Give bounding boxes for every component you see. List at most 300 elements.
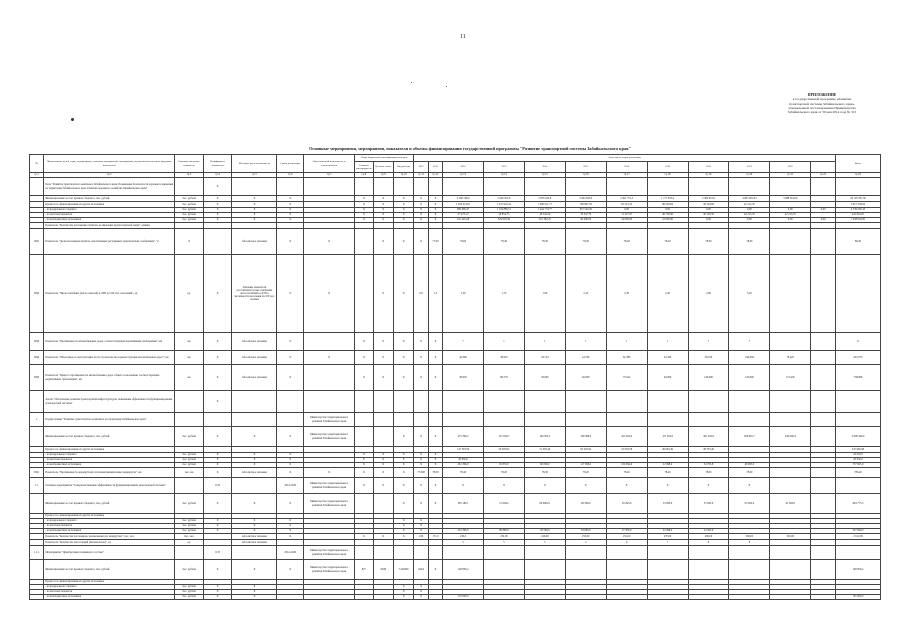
table-cell: 164 365,2 bbox=[524, 427, 565, 447]
table-cell: X bbox=[414, 524, 428, 529]
table-cell bbox=[835, 478, 880, 494]
table-cell: 757 695,9 bbox=[835, 463, 880, 468]
table-cell: 510 382,25 bbox=[524, 218, 565, 223]
table-cell bbox=[373, 427, 393, 447]
table-cell: 89 880,0 bbox=[483, 529, 524, 534]
table-cell: 758,808 bbox=[835, 365, 880, 391]
table-cell: X bbox=[277, 255, 304, 333]
column-number-cell: гр.4 bbox=[203, 173, 232, 178]
table-cell: X bbox=[277, 229, 304, 255]
table-cell bbox=[394, 546, 414, 560]
table-cell: X bbox=[232, 208, 277, 213]
row-name-cell: Показатель "Количество пассажиров, перевезенных по маршрутам", тыс. чел. bbox=[44, 534, 175, 540]
table-cell bbox=[524, 546, 565, 560]
table-cell: X bbox=[373, 218, 393, 223]
table-cell bbox=[428, 391, 442, 413]
appendix-line: к государственной программе «Развитие bbox=[792, 97, 852, 102]
table-cell: 230,0 bbox=[443, 534, 484, 540]
table-cell: X bbox=[203, 196, 232, 202]
table-cell bbox=[30, 427, 44, 447]
table-cell: 0,00 bbox=[770, 208, 811, 213]
table-cell: тыс. рублей bbox=[175, 585, 204, 590]
table-cell: X bbox=[414, 196, 428, 202]
table-cell: тыс. рублей bbox=[175, 453, 204, 458]
table-row bbox=[30, 229, 881, 255]
table-cell: 1.1.1. bbox=[30, 546, 44, 560]
table-cell bbox=[30, 595, 44, 600]
row-name-cell: - из федерального бюджета bbox=[44, 519, 175, 524]
table-cell: Абсолютное значение bbox=[232, 333, 277, 351]
column-number-cell: гр.10 bbox=[394, 173, 414, 178]
table-cell: X bbox=[203, 590, 232, 595]
table-cell bbox=[373, 178, 393, 196]
header-unit: Единица измерения показателя bbox=[175, 155, 204, 173]
table-cell: X bbox=[373, 458, 393, 463]
table-row bbox=[30, 178, 881, 196]
row-name-cell: - из внебюджетных источников bbox=[44, 595, 175, 600]
table-cell bbox=[565, 178, 606, 196]
table-cell: X bbox=[277, 560, 304, 580]
table-cell: 120,000 bbox=[729, 365, 770, 391]
row-name-cell: Мероприятие "Приобретение подвижного состава" bbox=[44, 546, 175, 560]
table-cell: 169 bbox=[414, 534, 428, 540]
table-cell: 38,923 bbox=[483, 351, 524, 365]
header-name: Наименование целей, задач, подпрограмм, основных мероприятий, мероприятий, ведомственных целевых программ, показателей bbox=[44, 155, 175, 173]
table-row bbox=[30, 595, 881, 600]
table-cell: X bbox=[277, 494, 304, 514]
table-cell: X bbox=[232, 213, 277, 218]
table-cell: ПЦ5 bbox=[30, 365, 44, 391]
table-cell: X bbox=[232, 524, 277, 529]
table-cell: Министерство территориального развития Забайкальского края bbox=[304, 427, 355, 447]
table-cell: X bbox=[203, 595, 232, 600]
table-cell: 38 144,89 bbox=[688, 202, 729, 208]
table-cell: X bbox=[203, 494, 232, 514]
table-cell: X bbox=[232, 585, 277, 590]
table-cell bbox=[277, 413, 304, 427]
table-cell: X bbox=[647, 478, 688, 494]
table-cell bbox=[688, 413, 729, 427]
table-cell: X bbox=[232, 529, 277, 534]
row-name-cell: Показатель "Протяженность автомобильных дорог, соответствующих нормативным требованиям", км bbox=[44, 333, 175, 351]
page-number: 11 bbox=[460, 34, 466, 40]
table-cell: X bbox=[428, 560, 442, 580]
table-cell: 1 bbox=[483, 333, 524, 351]
table-cell: X bbox=[414, 519, 428, 524]
table-cell bbox=[688, 546, 729, 560]
row-name-cell: - из внебюджетных источников bbox=[44, 529, 175, 534]
table-cell: X bbox=[394, 458, 414, 463]
table-cell: ед. bbox=[175, 540, 204, 546]
table-cell: 2,10 bbox=[565, 255, 606, 333]
appendix-line: утвержденной постановлением Правительства bbox=[788, 105, 856, 110]
table-cell bbox=[232, 546, 277, 560]
row-name-cell: Основное мероприятие "Совершенствование эффективности функционирования транспортной системы" bbox=[44, 478, 175, 494]
table-cell bbox=[565, 560, 606, 580]
row-name-cell: - из местных бюджетов bbox=[44, 458, 175, 463]
table-cell: 475 399,2 bbox=[443, 427, 484, 447]
table-cell: 0,00 bbox=[811, 218, 836, 223]
table-cell bbox=[811, 391, 836, 413]
column-number-cell: гр.6 bbox=[277, 173, 304, 178]
table-cell: X bbox=[414, 458, 428, 463]
table-cell: тыс. рублей bbox=[175, 529, 204, 534]
table-cell: 56,905 bbox=[524, 365, 565, 391]
table-cell: X bbox=[232, 453, 277, 458]
table-cell: X bbox=[277, 427, 304, 447]
table-cell: X bbox=[373, 534, 393, 540]
table-cell: 75,914 bbox=[606, 365, 647, 391]
table-cell: X bbox=[394, 585, 414, 590]
table-cell: 8 bbox=[729, 540, 770, 546]
column-number-cell: гр.12 bbox=[428, 173, 442, 178]
table-cell: X bbox=[203, 529, 232, 534]
table-cell: 48 566,9 bbox=[565, 494, 606, 514]
table-cell: X bbox=[414, 595, 428, 600]
header-year-spacer bbox=[811, 162, 836, 173]
table-cell bbox=[483, 178, 524, 196]
table-cell: X bbox=[277, 463, 304, 468]
table-cell: 2,90 bbox=[688, 255, 729, 333]
table-cell bbox=[355, 391, 373, 413]
table-cell bbox=[175, 391, 204, 413]
table-cell: Абсолютное значение bbox=[232, 468, 277, 478]
table-cell bbox=[811, 560, 836, 580]
table-cell: 45 093,6 bbox=[606, 494, 647, 514]
table-cell: X bbox=[277, 333, 304, 351]
table-cell bbox=[835, 178, 880, 196]
row-name-cell: Показатель "Протяженность маршрутной сети межмуниципальных маршрутов", км bbox=[44, 468, 175, 478]
table-cell: 290,00 bbox=[688, 534, 729, 540]
table-cell: 3 494 835,9 bbox=[565, 196, 606, 202]
table-cell: X bbox=[394, 255, 414, 333]
table-cell: 25 093,58 bbox=[606, 447, 647, 453]
table-cell: 30,250 bbox=[688, 351, 729, 365]
table-cell bbox=[835, 546, 880, 560]
header-year: 2021 bbox=[729, 162, 770, 173]
table-cell: ПЦ1 bbox=[30, 229, 44, 255]
table-cell: X bbox=[277, 213, 304, 218]
table-cell: X bbox=[373, 468, 393, 478]
table-cell: 5 bbox=[524, 540, 565, 546]
table-cell: X bbox=[203, 178, 232, 196]
column-number-cell: гр.18 bbox=[647, 173, 688, 178]
table-row bbox=[30, 391, 881, 413]
row-name-cell: Кроме того, финансирование из других источников bbox=[44, 580, 175, 585]
table-cell: 252,00 bbox=[606, 534, 647, 540]
table-cell bbox=[770, 229, 811, 255]
table-cell: X bbox=[373, 255, 393, 333]
table-cell: X bbox=[428, 427, 442, 447]
table-cell: X bbox=[394, 524, 414, 529]
table-cell: 54 000,00 bbox=[606, 218, 647, 223]
table-cell bbox=[232, 413, 277, 427]
header-year: 2014 bbox=[443, 162, 484, 173]
table-cell: X bbox=[414, 494, 428, 514]
table-cell bbox=[729, 560, 770, 580]
header-year: 2020 bbox=[688, 162, 729, 173]
table-cell: X bbox=[203, 458, 232, 463]
table-cell: 77,00 bbox=[428, 229, 442, 255]
table-cell: 148 856,4 bbox=[443, 560, 484, 580]
table-cell: 8 bbox=[688, 540, 729, 546]
table-cell bbox=[729, 391, 770, 413]
table-cell bbox=[524, 595, 565, 600]
scan-dust bbox=[411, 82, 412, 83]
header-executor: Ответственный исполнитель и соисполнители bbox=[304, 155, 355, 173]
table-cell: X bbox=[203, 427, 232, 447]
table-cell: X bbox=[414, 427, 428, 447]
table-cell: X bbox=[394, 351, 414, 365]
table-cell: X bbox=[394, 534, 414, 540]
table-cell bbox=[606, 560, 647, 580]
table-cell bbox=[304, 365, 355, 391]
table-cell: 40,000 bbox=[647, 365, 688, 391]
table-cell: X bbox=[355, 453, 373, 458]
header-year: 2015 bbox=[483, 162, 524, 173]
table-cell: 161 445,28 bbox=[443, 218, 484, 223]
table-cell: 232,00 bbox=[483, 534, 524, 540]
table-cell: 63 293,92 bbox=[565, 447, 606, 453]
column-number-cell: гр.19 bbox=[688, 173, 729, 178]
table-cell bbox=[394, 391, 414, 413]
column-number-cell: гр.7 bbox=[304, 173, 355, 178]
table-cell: 24 393,9 bbox=[688, 529, 729, 534]
table-cell bbox=[811, 478, 836, 494]
table-cell bbox=[443, 391, 484, 413]
table-cell: 1 437 622,24 bbox=[483, 202, 524, 208]
table-cell: X bbox=[428, 365, 442, 391]
table-cell: 2,30 bbox=[606, 255, 647, 333]
table-cell bbox=[811, 365, 836, 391]
header-fin-sub: Целевая статья bbox=[373, 162, 393, 173]
table-cell: 2 876 443,8 bbox=[524, 196, 565, 202]
table-cell: тыс. рублей bbox=[175, 427, 204, 447]
table-cell: X bbox=[414, 202, 428, 208]
table-body bbox=[30, 178, 881, 600]
table-cell bbox=[729, 595, 770, 600]
table-cell: X bbox=[414, 463, 428, 468]
table-cell bbox=[355, 178, 373, 196]
table-cell bbox=[175, 178, 204, 196]
table-cell bbox=[232, 391, 277, 413]
table-cell: 5 bbox=[565, 540, 606, 546]
row-name-cell: - из внебюджетных источников bbox=[44, 463, 175, 468]
table-cell bbox=[688, 178, 729, 196]
table-cell: тыс. рублей bbox=[175, 196, 204, 202]
table-cell: X bbox=[414, 351, 428, 365]
table-cell: X bbox=[203, 468, 232, 478]
table-cell: 48 793,46 bbox=[688, 447, 729, 453]
table-cell: X bbox=[277, 458, 304, 463]
table-cell: 120,000 bbox=[688, 365, 729, 391]
table-cell: 26 650,0 bbox=[835, 453, 880, 458]
table-cell: 0,00 bbox=[688, 218, 729, 223]
table-cell bbox=[30, 494, 44, 514]
table-cell: X bbox=[203, 585, 232, 590]
table-cell: X bbox=[394, 213, 414, 218]
table-cell bbox=[811, 255, 836, 333]
table-cell: 78,00 bbox=[688, 468, 729, 478]
table-cell: X bbox=[414, 365, 428, 391]
table-cell: X bbox=[373, 196, 393, 202]
table-cell bbox=[606, 546, 647, 560]
table-cell: 22 998,0 bbox=[647, 463, 688, 468]
table-cell: км bbox=[175, 365, 204, 391]
table-cell: 172,430 bbox=[770, 365, 811, 391]
table-cell bbox=[606, 595, 647, 600]
table-row bbox=[30, 351, 881, 365]
column-number-cell: гр.21 bbox=[770, 173, 811, 178]
table-cell: 7 bbox=[647, 540, 688, 546]
table-cell: 2 491 751,3 bbox=[606, 196, 647, 202]
table-row bbox=[30, 546, 881, 560]
table-cell bbox=[373, 546, 393, 560]
table-cell: X bbox=[373, 463, 393, 468]
table-cell bbox=[373, 595, 393, 600]
table-cell bbox=[770, 560, 811, 580]
table-cell bbox=[394, 178, 414, 196]
table-cell: X bbox=[414, 218, 428, 223]
table-cell bbox=[30, 560, 44, 580]
table-cell bbox=[688, 560, 729, 580]
table-cell: X bbox=[203, 351, 232, 365]
table-cell: 1.1. bbox=[30, 478, 44, 494]
table-cell bbox=[524, 391, 565, 413]
table-cell: X bbox=[394, 595, 414, 600]
table-cell: X bbox=[232, 202, 277, 208]
table-cell: 347 960,98 bbox=[835, 447, 880, 453]
appendix-line: транспортной системы Забайкальского края», bbox=[788, 101, 856, 106]
table-cell: X bbox=[394, 519, 414, 524]
program-table-wrapper bbox=[29, 154, 881, 600]
table-cell bbox=[524, 413, 565, 427]
table-cell: 29 854,73 bbox=[483, 213, 524, 218]
header-fin-group: Коды бюджетной классификации расходов bbox=[355, 155, 414, 162]
table-cell: X bbox=[232, 560, 277, 580]
table-cell: тыс. рублей bbox=[175, 458, 204, 463]
table-cell: X bbox=[428, 196, 442, 202]
table-cell: 320,00 bbox=[770, 534, 811, 540]
table-cell: X bbox=[373, 478, 393, 494]
table-cell bbox=[232, 178, 277, 196]
table-cell: 827 bbox=[355, 560, 373, 580]
row-name-cell: - из внебюджетных источников bbox=[44, 218, 175, 223]
table-cell: X bbox=[232, 519, 277, 524]
table-cell: 664 775,3 bbox=[835, 494, 880, 514]
table-cell: X bbox=[277, 365, 304, 391]
row-name-cell: Финансирование за счет краевого бюджета, тыс. рублей bbox=[44, 560, 175, 580]
table-cell: 148 856,4 bbox=[835, 560, 880, 580]
table-cell: 43,734 bbox=[524, 351, 565, 365]
table-cell: X bbox=[277, 529, 304, 534]
row-name-cell: Показатель "Количество автостанций (автовокзалов)", ед. bbox=[44, 540, 175, 546]
table-cell bbox=[770, 255, 811, 333]
header-values-group: Значения по годам реализации bbox=[414, 155, 835, 162]
table-cell: тыс. рублей bbox=[175, 560, 204, 580]
table-cell: X bbox=[203, 213, 232, 218]
table-cell: X bbox=[394, 529, 414, 534]
table-cell bbox=[606, 413, 647, 427]
table-cell: X bbox=[232, 196, 277, 202]
table-cell: 78,30 bbox=[524, 229, 565, 255]
row-name-cell: Подпрограмма "Развитие транспортного комплекса на территории Забайкальского края" bbox=[44, 413, 175, 427]
table-cell bbox=[355, 229, 373, 255]
table-cell: 2 608 446,9 bbox=[835, 427, 880, 447]
table-cell: X bbox=[232, 427, 277, 447]
table-cell: X bbox=[203, 453, 232, 458]
table-cell: тыс. рублей bbox=[175, 494, 204, 514]
table-cell: X bbox=[373, 202, 393, 208]
table-cell: X bbox=[373, 213, 393, 218]
scan-mark bbox=[71, 118, 74, 121]
table-cell: 69 400,00 bbox=[565, 218, 606, 223]
table-cell: X bbox=[277, 524, 304, 529]
table-cell: X bbox=[355, 208, 373, 213]
table-cell: 26 650,0 bbox=[443, 458, 484, 463]
table-cell: 1 bbox=[524, 333, 565, 351]
table-cell bbox=[203, 413, 232, 427]
table-cell bbox=[524, 560, 565, 580]
table-cell: 1 044 614,81 bbox=[443, 202, 484, 208]
table-cell: 78,00 bbox=[729, 468, 770, 478]
table-cell: 46 739,90 bbox=[647, 213, 688, 218]
table-cell: 196,058 bbox=[729, 351, 770, 365]
table-cell bbox=[770, 178, 811, 196]
table-cell: 2014-2020 bbox=[277, 546, 304, 560]
table-cell bbox=[811, 595, 836, 600]
table-cell: ПЦ4 bbox=[30, 351, 44, 365]
table-cell: 7 bbox=[729, 333, 770, 351]
table-cell: 3 166 748,0 bbox=[443, 196, 484, 202]
table-cell: X bbox=[394, 218, 414, 223]
row-name-cell: Финансирование за счет краевого бюджета, тыс. рублей bbox=[44, 427, 175, 447]
table-cell: 0,0 bbox=[414, 255, 428, 333]
table-cell bbox=[304, 595, 355, 600]
table-cell: X bbox=[232, 590, 277, 595]
table-cell bbox=[304, 333, 355, 351]
table-cell bbox=[203, 229, 232, 255]
table-cell: 65 093,0 bbox=[729, 494, 770, 514]
table-cell bbox=[688, 391, 729, 413]
table-cell bbox=[355, 255, 373, 333]
table-row bbox=[30, 468, 881, 478]
table-cell: км bbox=[175, 351, 204, 365]
table-cell: 423 204,9 bbox=[606, 427, 647, 447]
table-cell: 22,560 bbox=[647, 351, 688, 365]
table-cell bbox=[175, 546, 204, 560]
table-cell: X bbox=[232, 463, 277, 468]
table-cell: X bbox=[277, 519, 304, 524]
header-num: № bbox=[30, 155, 44, 173]
table-cell bbox=[565, 391, 606, 413]
table-cell: тыс. рублей bbox=[175, 524, 204, 529]
table-cell: 0,00 bbox=[688, 208, 729, 213]
table-row bbox=[30, 560, 881, 580]
table-cell: X bbox=[394, 453, 414, 458]
table-cell: X bbox=[203, 208, 232, 213]
table-cell: 50 093,92 bbox=[483, 447, 524, 453]
table-cell: X bbox=[373, 351, 393, 365]
table-cell: тыс. рублей bbox=[175, 218, 204, 223]
table-cell: 53 093,0 bbox=[647, 494, 688, 514]
table-cell: 0,00 bbox=[811, 208, 836, 213]
table-cell: X bbox=[232, 595, 277, 600]
table-cell: ПЦ3 bbox=[30, 333, 44, 351]
table-cell: 78,00 bbox=[428, 468, 442, 478]
table-cell bbox=[355, 427, 373, 447]
table-cell: Министерство территориального развития Забайкальского края bbox=[304, 546, 355, 560]
